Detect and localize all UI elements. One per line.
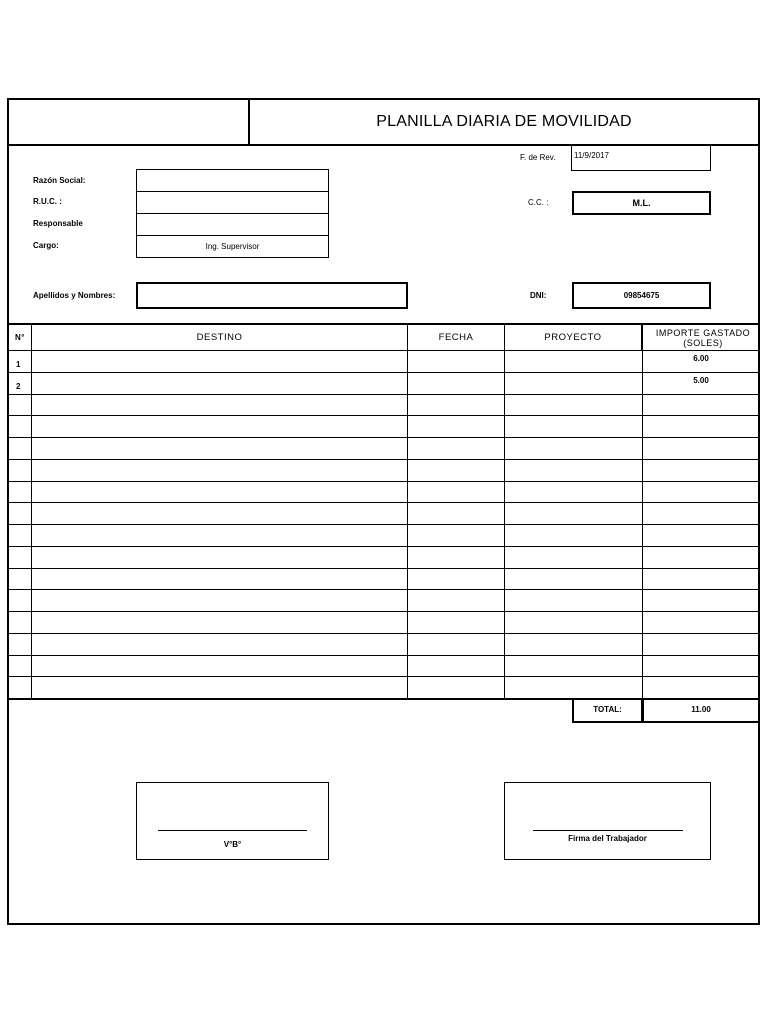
col-header-importe: IMPORTE GASTADO (SOLES) (655, 327, 751, 348)
row-importe[interactable] (643, 612, 759, 633)
row-fecha[interactable] (408, 351, 504, 372)
table-row (8, 502, 759, 524)
cc-label: C.C. : (528, 198, 549, 207)
cc-field[interactable] (572, 191, 711, 215)
row-importe[interactable] (643, 416, 759, 437)
row-proyecto[interactable] (505, 438, 642, 459)
row-proyecto[interactable] (505, 547, 642, 568)
row-importe[interactable] (643, 677, 759, 698)
row-proyecto[interactable] (505, 677, 642, 698)
row-num[interactable] (8, 590, 31, 611)
row-importe[interactable] (643, 482, 759, 503)
row-fecha[interactable] (408, 373, 504, 394)
row-destino[interactable] (32, 612, 407, 633)
cargo-field[interactable] (136, 235, 329, 258)
row-proyecto[interactable] (505, 612, 642, 633)
row-proyecto[interactable] (505, 373, 642, 394)
row-num[interactable] (8, 416, 31, 437)
row-proyecto[interactable] (505, 525, 642, 546)
row-destino[interactable] (32, 482, 407, 503)
table-row (8, 655, 759, 677)
row-num[interactable] (8, 503, 31, 524)
table-row (8, 589, 759, 611)
total-label: TOTAL: (593, 705, 622, 714)
table-body (8, 350, 759, 698)
rev-date-field[interactable] (571, 145, 711, 171)
col-header-proyecto: PROYECTO (544, 331, 602, 343)
row-importe[interactable] (643, 547, 759, 568)
table-row (8, 372, 759, 394)
row-proyecto[interactable] (505, 482, 642, 503)
row-destino[interactable] (32, 395, 407, 416)
row-importe[interactable] (643, 438, 759, 459)
row-importe[interactable]: 5.00 (693, 375, 709, 385)
row-destino[interactable] (32, 634, 407, 655)
dni-field[interactable] (572, 282, 711, 309)
dni-value: 09854675 (623, 291, 660, 300)
row-num[interactable] (8, 569, 31, 590)
col-line-num (31, 324, 32, 698)
table-row (8, 437, 759, 459)
worker-signature-line (533, 830, 683, 831)
cargo-value: Ing. Supervisor (205, 242, 260, 251)
row-destino[interactable] (32, 416, 407, 437)
row-fecha[interactable] (408, 395, 504, 416)
dni-label: DNI: (530, 291, 547, 300)
row-fecha[interactable] (408, 656, 504, 677)
rev-date-value: 11/9/2017 (574, 151, 609, 160)
table-row (8, 415, 759, 437)
nombres-field[interactable] (136, 282, 408, 309)
col-line-fecha (504, 324, 505, 698)
col-header-destino: DESTINO (196, 331, 243, 343)
razon-social-label: Razón Social: (33, 176, 86, 185)
table-row (8, 611, 759, 633)
table-row (8, 568, 759, 590)
cargo-label: Cargo: (33, 241, 59, 250)
row-destino[interactable] (32, 373, 407, 394)
table-row (8, 459, 759, 481)
vb-signature-line (158, 830, 307, 831)
row-num[interactable] (8, 612, 31, 633)
row-fecha[interactable] (408, 612, 504, 633)
table-row (8, 546, 759, 568)
row-fecha[interactable] (408, 438, 504, 459)
row-proyecto[interactable] (505, 416, 642, 437)
row-destino[interactable] (32, 525, 407, 546)
row-destino[interactable] (32, 656, 407, 677)
row-importe[interactable] (643, 590, 759, 611)
col-header-num: N° (15, 332, 25, 342)
responsable-value (137, 214, 328, 235)
col-line-proyecto (642, 324, 643, 698)
row-fecha[interactable] (408, 677, 504, 698)
rev-date-label: F. de Rev. (520, 153, 556, 162)
row-destino[interactable] (32, 547, 407, 568)
row-importe[interactable]: 6.00 (693, 354, 709, 363)
row-proyecto[interactable] (505, 503, 642, 524)
row-num[interactable]: 1 (16, 360, 21, 369)
row-destino[interactable] (32, 351, 407, 372)
row-fecha[interactable] (408, 416, 504, 437)
row-importe[interactable] (643, 569, 759, 590)
row-num[interactable] (8, 656, 31, 677)
nombres-label: Apellidos y Nombres: (33, 291, 116, 300)
col-header-fecha: FECHA (438, 331, 474, 343)
table-row (8, 633, 759, 655)
responsable-field[interactable] (136, 213, 329, 236)
worker-signature-box[interactable] (504, 782, 711, 860)
table-row (8, 350, 759, 372)
ruc-label: R.U.C. : (33, 197, 62, 206)
ruc-field[interactable] (136, 191, 329, 214)
razon-social-value (137, 170, 328, 191)
ruc-value (137, 191, 328, 213)
row-proyecto[interactable] (505, 460, 642, 481)
row-destino[interactable] (32, 503, 407, 524)
col-line-destino (407, 324, 408, 698)
row-destino[interactable] (32, 460, 407, 481)
row-proyecto[interactable] (505, 634, 642, 655)
row-importe[interactable] (643, 503, 759, 524)
table-row (8, 481, 759, 503)
row-importe[interactable] (643, 395, 759, 416)
row-num[interactable] (8, 482, 31, 503)
row-fecha[interactable] (408, 460, 504, 481)
row-proyecto[interactable] (505, 590, 642, 611)
row-fecha[interactable] (408, 525, 504, 546)
row-fecha[interactable] (408, 634, 504, 655)
vb-label: V°B° (223, 839, 242, 849)
row-proyecto[interactable] (505, 656, 642, 677)
row-num[interactable] (8, 460, 31, 481)
row-fecha[interactable] (408, 590, 504, 611)
row-num[interactable] (8, 525, 31, 546)
row-importe[interactable] (643, 525, 759, 546)
worker-signature-label: Firma del Trabajador (568, 833, 647, 843)
total-value: 11.00 (691, 705, 711, 714)
row-fecha[interactable] (408, 547, 504, 568)
row-destino[interactable] (32, 677, 407, 698)
logo-area (9, 100, 247, 144)
vb-signature-box[interactable] (136, 782, 329, 860)
table-row (8, 676, 759, 698)
responsable-label: Responsable (33, 219, 83, 228)
row-destino[interactable] (32, 438, 407, 459)
razon-social-field[interactable] (136, 169, 329, 192)
row-fecha[interactable] (408, 569, 504, 590)
nombres-value (138, 284, 406, 307)
cc-value: M.L. (632, 198, 651, 208)
row-importe[interactable] (643, 634, 759, 655)
row-importe[interactable] (643, 656, 759, 677)
form-title: PLANILLA DIARIA DE MOVILIDAD (376, 113, 632, 130)
row-num[interactable] (8, 634, 31, 655)
row-num[interactable] (8, 438, 31, 459)
row-destino[interactable] (32, 590, 407, 611)
row-proyecto[interactable] (505, 351, 642, 372)
row-num[interactable] (8, 677, 31, 698)
row-proyecto[interactable] (505, 569, 642, 590)
row-destino[interactable] (32, 569, 407, 590)
row-num[interactable]: 2 (16, 381, 21, 391)
row-fecha[interactable] (408, 503, 504, 524)
row-num[interactable] (8, 395, 31, 416)
row-num[interactable] (8, 547, 31, 568)
row-importe[interactable] (643, 460, 759, 481)
row-fecha[interactable] (408, 482, 504, 503)
table-row (8, 524, 759, 546)
table-row (8, 394, 759, 416)
row-proyecto[interactable] (505, 395, 642, 416)
